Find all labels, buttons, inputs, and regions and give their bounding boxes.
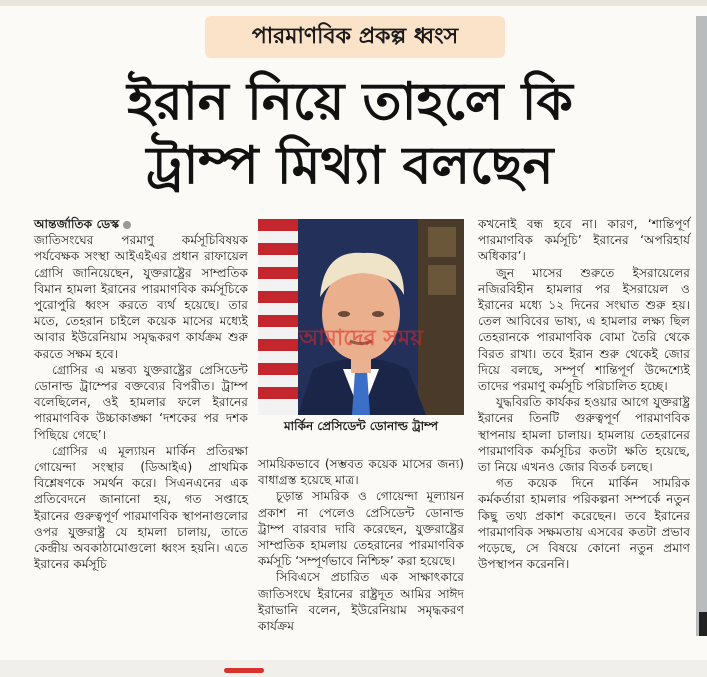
paragraph: যুদ্ধবিরতি কার্যকর হওয়ার আগে যুক্তরাষ্ট্র ইরানের তিনটি গুরুত্বপূর্ণ পারমাণবিক স্থাপনায় হামলা চালায়। হামলায় তেহরানের পারমাণবিক কর্মসূচির কতটা ক্ষতি হয়েছে, তা নিয়ে এখনও জোর বিতর্ক চলছে।: [478, 395, 690, 475]
adjacent-article-edge: [699, 612, 707, 636]
section-kicker: পারমাণবিক প্রকল্প ধ্বংস: [205, 16, 505, 58]
bottom-decoration: [224, 668, 264, 673]
paragraph: গ্রোসির এ মূল্যায়ন মার্কিন প্রতিরক্ষা গোয়েন্দা সংস্থার (ডিআইএ) প্রাথমিক বিশ্লেষণকে সমর্থন করে। সিএনএনের এক প্রতিবেদনে জানানো হয়, গত সপ্তাহে ইরানের গুরুত্বপূর্ণ পারমাণবিক স্থাপনাগুলোর ওপর যুক্তরাষ্ট্র যে হামলা চালায়, তাতে কেন্দ্রীয় অবকাঠামোগুলো ধ্বংস হয়নি। এতে ইরানের কর্মসূচি: [34, 443, 248, 572]
headline-line-2: ট্রাম্প মিথ্যা বলছেন: [146, 136, 554, 196]
bottom-edge: [0, 660, 707, 677]
headline-line-1: ইরান নিয়ে তাহলে কি: [127, 72, 573, 132]
paragraph: জুন মাসের শুরুতে ইসরায়েলের নজিরবিহীন হামলার পর ইসরায়েল ও ইরানের মধ্যে ১২ দিনের সংঘাত শুরু হয়। তেল আবিবের ভাষ্য, এ হামলার লক্ষ্য ছিল তেহরানকে পারমাণবিক বোমা তৈরি থেকে বিরত রাখা। তবে ইরান শুরু থেকেই জোর দিয়ে বলছে, সম্পূর্ণ শান্তিপূর্ণ উদ্দেশ্যেই তাদের পরমাণু কর্মসূচি পরিচালিত হচ্ছে।: [478, 265, 690, 394]
watermark-logo: আমাদের সময়: [298, 326, 424, 351]
headline: [20, 70, 680, 198]
article-column-2: [258, 456, 464, 634]
article-column-3: [478, 216, 690, 572]
dateline: আন্তর্জাতিক ডেস্ক: [34, 217, 120, 231]
paragraph: জাতিসংঘের পরমাণু কর্মসূচিবিষয়ক পর্যবেক্ষক সংস্থা আইএইএর প্রধান রাফায়েল গ্রোসি জানিয়েছেন, যুক্তরাষ্ট্রের সাম্প্রতিক বিমান হামলা ইরানের পারমাণবিক কর্মসূচিকে পুরোপুরি ধ্বংস করতে ব্যর্থ হয়েছে। তার মতে, তেহরান চাইলে কয়েক মাসের মধ্যেই আবার ইউরেনিয়াম সমৃদ্ধকরণ কার্যক্রম শুরু করতে সক্ষম হবে।: [34, 233, 248, 361]
article-column-1: [34, 216, 248, 572]
top-border: [0, 0, 707, 6]
adjacent-article-edge: [696, 16, 707, 636]
paragraph: চূড়ান্ত সামরিক ও গোয়েন্দা মূল্যায়ন প্রকাশ না পেলেও প্রেসিডেন্ট ডোনাল্ড ট্রাম্প বারবার দাবি করেছেন, যুক্তরাষ্ট্রের সাম্প্রতিক হামলায় তেহরানের পারমাণবিক কর্মসূচি ‘সম্পূর্ণভাবে নিশ্চিহ্ন’ করা হয়েছে।: [258, 489, 464, 569]
paragraph: সিবিএসে প্রচারিত এক সাক্ষাৎকারে জাতিসংঘে ইরানের রাষ্ট্রদূত আমির সাঈদ ইরাভানি বলেন, ইউরেনিয়াম সমৃদ্ধকরণ কার্যক্রম: [258, 570, 464, 634]
photo-caption: মার্কিন প্রেসিডেন্ট ডোনাল্ড ট্রাম্প: [284, 419, 438, 433]
bullet-dot-icon: [123, 221, 131, 229]
paragraph: গত কয়েক দিনে মার্কিন সামরিক কর্মকর্তারা হামলার পরিকল্পনা সম্পর্কে নতুন কিছু তথ্য প্রকাশ করেছেন। তবে ইরানের পারমাণবিক সক্ষমতায় এসবের কতটা প্রভাব পড়েছে, সে বিষয়ে কোনো নতুন প্রমাণ উপস্থাপন করেননি।: [478, 476, 690, 572]
news-photo: [258, 219, 464, 415]
paragraph: গ্রোসির এ মন্তব্য যুক্তরাষ্ট্রের প্রেসিডেন্ট ডোনাল্ড ট্রাম্পের বক্তব্যের বিপরীত। ট্রাম্প বলেছিলেন, ওই হামলার ফলে ইরানের পারমাণবিক উচ্চাকাঙ্ক্ষা ‘দশকের পর দশক পিছিয়ে গেছে’।: [34, 362, 248, 442]
paragraph: কখনোই বন্ধ হবে না। কারণ, ‘শান্তিপূর্ণ পারমাণবিক কর্মসূচি’ ইরানের ‘অপরিহার্য অধিকার’।: [478, 217, 690, 264]
dateline-paragraph: [34, 216, 248, 232]
paragraph: সাময়িকভাবে (সম্ভবত কয়েক মাসের জন্য) বাধাগ্রস্ত হয়েছে মাত্র।: [258, 457, 464, 488]
